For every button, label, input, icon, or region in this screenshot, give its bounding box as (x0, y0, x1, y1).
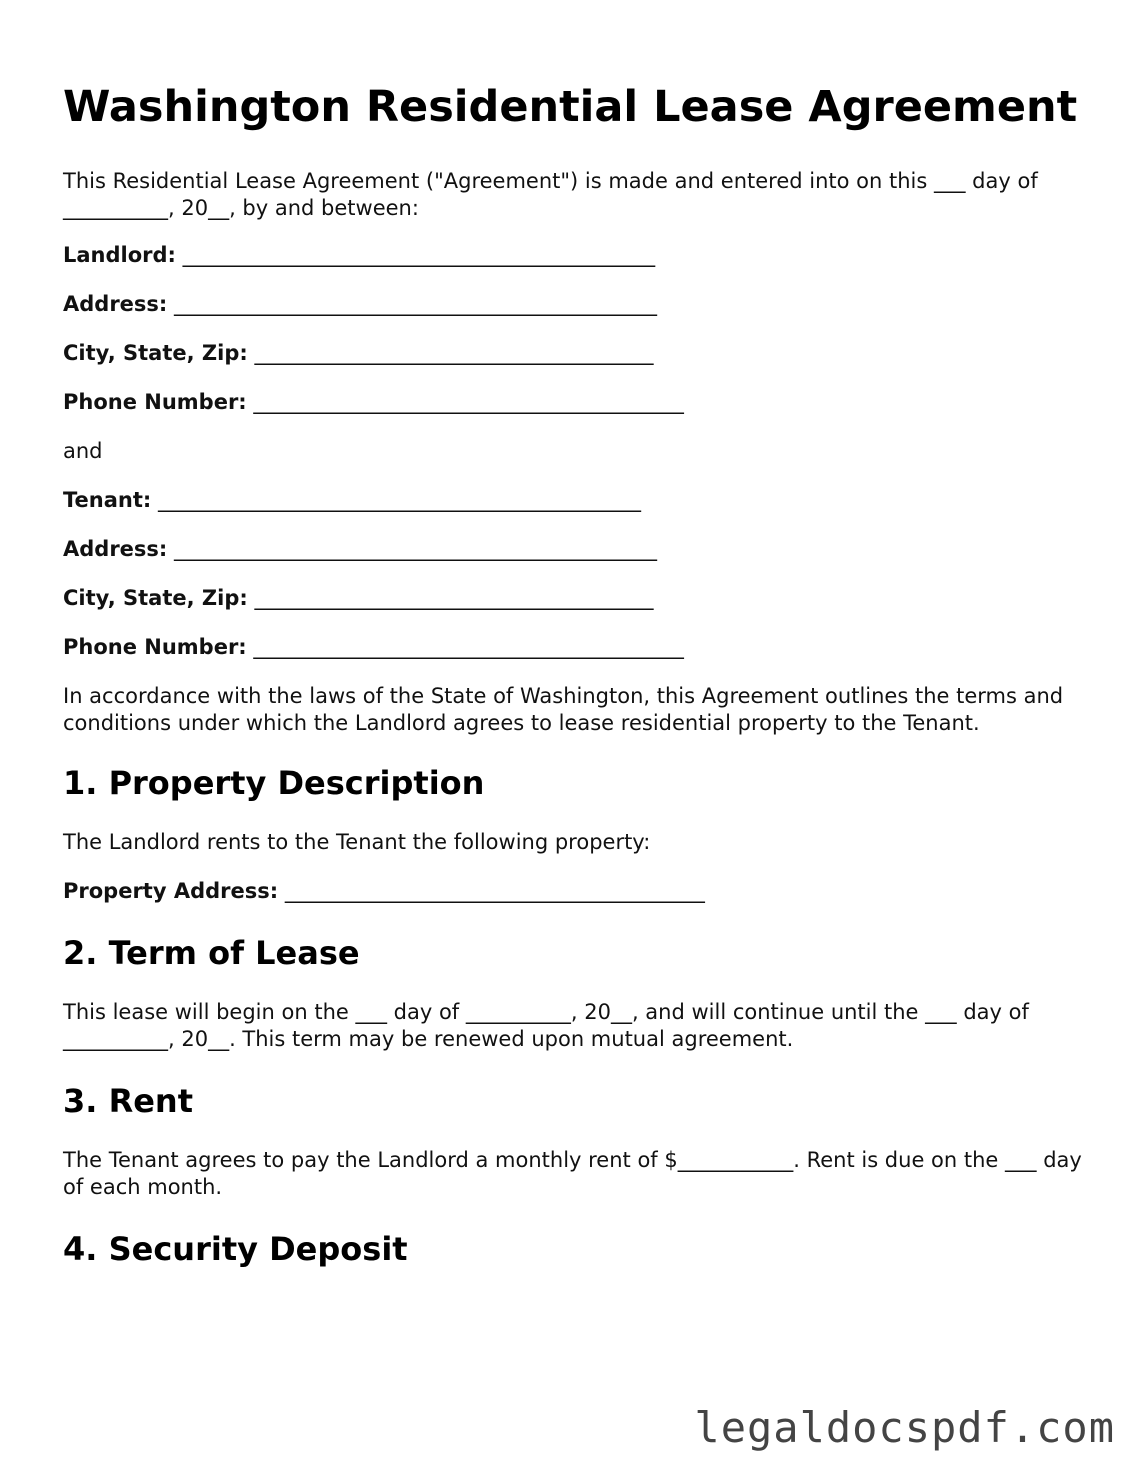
tenant-name-label: Tenant: (63, 488, 152, 512)
landlord-name-blank: _____________________________________________ (182, 243, 656, 267)
tenant-city-field (63, 585, 1093, 612)
tenant-city-label: City, State, Zip: (63, 586, 248, 610)
section-property-heading: 1. Property Description (63, 764, 485, 802)
section-rent-heading: 3. Rent (63, 1082, 193, 1120)
document-page (63, 80, 1093, 1295)
watermark-text: legaldocspdf.com (694, 1403, 1115, 1452)
landlord-city-blank: ______________________________________ (254, 341, 654, 365)
landlord-phone-field (63, 389, 1093, 416)
landlord-city-label: City, State, Zip: (63, 341, 248, 365)
section-property-text: The Landlord rents to the Tenant the following property: (63, 830, 651, 854)
section-term-text: This lease will begin on the ___ day of __________, 20__, and will continue until the ___ day of __________, 20__. This term may be renewed upon mutual agreement. (63, 1000, 1029, 1051)
intro-paragraph: This Residential Lease Agreement ("Agreement") is made and entered into on this ___ day of __________, 20__, by and between: (63, 169, 1038, 220)
and-text: and (63, 439, 103, 463)
landlord-phone-blank: _________________________________________ (253, 390, 684, 414)
landlord-city-field (63, 340, 1093, 367)
tenant-phone-label: Phone Number: (63, 635, 247, 659)
tenant-phone-field (63, 634, 1093, 661)
accordance-paragraph: In accordance with the laws of the State of Washington, this Agreement outlines the terms and conditions under which the Landlord agrees to lease residential property to the Tenant. (63, 684, 1064, 735)
landlord-address-field (63, 291, 1093, 318)
landlord-name-field (63, 242, 1093, 269)
property-address-label: Property Address: (63, 879, 279, 903)
tenant-phone-blank: _________________________________________ (253, 635, 684, 659)
tenant-city-blank: ______________________________________ (254, 586, 654, 610)
tenant-address-label: Address: (63, 537, 168, 561)
landlord-address-blank: ______________________________________________ (174, 292, 658, 316)
tenant-address-field (63, 536, 1093, 563)
property-address-field (63, 878, 1093, 905)
document-title: Washington Residential Lease Agreement (63, 82, 1078, 132)
landlord-address-label: Address: (63, 292, 168, 316)
section-term-heading: 2. Term of Lease (63, 934, 360, 972)
property-address-blank: ________________________________________ (284, 879, 705, 903)
section-deposit-heading: 4. Security Deposit (63, 1230, 408, 1268)
landlord-phone-label: Phone Number: (63, 390, 247, 414)
tenant-name-blank: ______________________________________________ (157, 488, 641, 512)
tenant-address-blank: ______________________________________________ (174, 537, 658, 561)
tenant-name-field (63, 487, 1093, 514)
landlord-name-label: Landlord: (63, 243, 176, 267)
section-rent-text: The Tenant agrees to pay the Landlord a monthly rent of $___________. Rent is due on the ___ day of each month. (63, 1148, 1082, 1199)
